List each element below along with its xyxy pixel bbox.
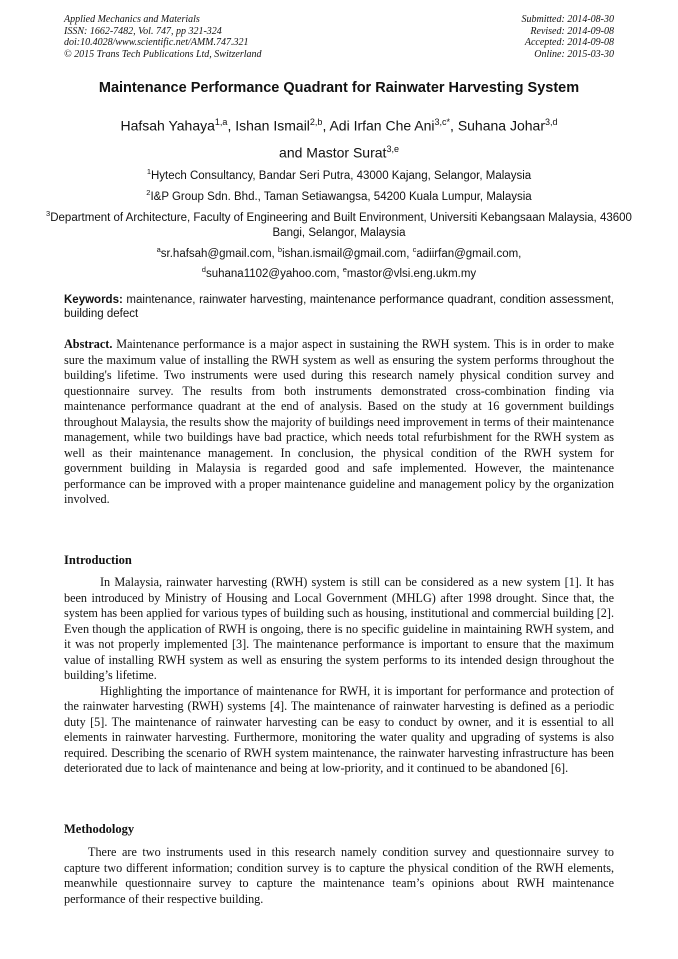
submitted-date: Submitted: 2014-08-30	[521, 14, 614, 25]
paper-title: Maintenance Performance Quadrant for Rainwater Harvesting System	[98, 80, 580, 96]
author-name: and Mastor Surat	[279, 144, 387, 161]
author-affiliation-mark: 3,e	[386, 143, 399, 154]
abstract-text: Maintenance performance is a major aspect in sustaining the RWH system. This is in order to make sure the maximum value of installing the RWH system as well as ensuring the system performs throughout the building's lifetime. Two instruments were used during this research namely physical condition survey and questionnaire survey. The results from both instruments demonstrated cross-combination finding via maintenance performance quadrant at the end of analysis. Based on the study at 16 government buildings throughout Malaysia, the results show the majority of buildings need improvement in terms of their maintenance management, while two buildings have bad practice, which needs total refurbishment for the RWH system as well as their maintenance management. In conclusion, the physical condition of the RWH system for government building in Malaysia is regarded good and safe implemented. However, the maintenance performance can be improved with a proper maintenance guideline and management policy by the organization involved.	[64, 337, 614, 506]
section-heading-introduction: Introduction	[64, 553, 132, 567]
author-name: Adi Irfan Che Ani	[329, 117, 435, 134]
author-name: Suhana Johar	[457, 117, 545, 134]
email-link[interactable]: sr.hafsah@gmail.com,	[160, 247, 278, 260]
email-link[interactable]: adiirfan@gmail.com,	[416, 247, 522, 260]
revised-date: Revised: 2014-09-08	[530, 25, 614, 37]
keywords-text: maintenance, rainwater harvesting, maintenance performance quadrant, condition assessment, building defect	[64, 294, 614, 320]
author-emails: $^a$sr.hafsah@gmail.com, $^b$ishan.ismail@gmail.com, $^c$adiirfan@gmail.com, $^d$suhana1102@yahoo.com, $^e$mastor@vlsi.eng.ukm.my	[156, 245, 522, 280]
copyright-line: © 2015 Trans Tech Publications Ltd, Switzerland	[64, 48, 262, 60]
affiliation-3: $^3$Department of Architecture, Faculty of Engineering and Built Environment, Universiti Kebangsaan Malaysia, 43600 Bangi, Selangor, Malaysia	[46, 209, 632, 239]
author-name: Ishan Ismail	[235, 117, 310, 134]
email-link[interactable]: suhana1102@yahoo.com,	[205, 267, 343, 280]
author-affiliation-mark: 3,d	[545, 117, 558, 127]
keywords	[64, 293, 614, 321]
author-list: Hafsah Yahaya$^{1,a}$, Ishan Ismail$^{2,b}$, Adi Irfan Che Ani$^{3,c*}$, Suhana Johar$^{3,d}$ and Mastor Surat$^{3,e}$	[120, 117, 558, 161]
email-link[interactable]: ishan.ismail@gmail.com,	[282, 247, 413, 260]
issn-line: ISSN: 1662-7482, Vol. 747, pp 321-324	[64, 25, 222, 37]
accepted-date: Accepted: 2014-09-08	[524, 37, 614, 48]
author-affiliation-mark: 1,a	[214, 117, 228, 127]
online-date: Online: 2015-03-30	[534, 48, 614, 60]
journal-info	[64, 14, 262, 60]
paragraph: In Malaysia, rainwater harvesting (RWH) system is still can be considered as a new system [1]. It has been introduced by Ministry of Housing and Local Government (MHLG) after 1998 drought. Since that, the system has been applied for various types of building such as housing, institutional and commercial building [2]. Even though the application of RWH is ongoing, there is no specific guideline in maintaining RWH system, and it was not properly implemented [3]. The maintenance performance is important to ensure that the maximum value of installing RWH system as well as ensuring the system performs to its intended design throughout the building’s lifetime.	[64, 575, 614, 682]
affiliation-1: $^1$Hytech Consultancy, Bandar Seri Putra, 43000 Kajang, Selangor, Malaysia	[146, 167, 532, 182]
abstract	[64, 337, 614, 508]
author-affiliation-mark: 2,b	[309, 117, 323, 127]
paragraph: Highlighting the importance of maintenance for RWH, it is important for performance and protection of the rainwater harvesting (RWH) systems [4]. The maintenance of rainwater harvesting is defined as a periodic duty [5]. The maintenance of rainwater harvesting can be easy to conduct by owner, and it is essential to all elements in rainwater harvesting. Furthermore, monitoring the water quality and upgrading of systems is also required. Describing the scenario of RWH system maintenance, the rainwater harvesting infrastructure has been deteriorated due to lack of maintenance and being at low-priority, and it continued to be abandoned [6].	[64, 683, 614, 775]
doi-line: doi:10.4028/www.scientific.net/AMM.747.321	[64, 37, 249, 48]
affiliation-2: $^2$I&P Group Sdn. Bhd., Taman Setiawangsa, 54200 Kuala Lumpur, Malaysia	[146, 188, 532, 203]
author-affiliation-mark: 3,c*	[434, 117, 451, 127]
introduction-body	[64, 575, 614, 777]
author-name: Hafsah Yahaya	[120, 117, 215, 134]
section-heading-methodology: Methodology	[64, 822, 135, 836]
submission-dates	[522, 14, 615, 60]
journal-name: Applied Mechanics and Materials	[64, 14, 200, 25]
keywords-label: Keywords:	[64, 294, 123, 306]
paragraph: There are two instruments used in this research namely condition survey and questionnaire survey to capture two different information; condition survey is to capture the physical condition of the RWH elements, meanwhile questionnaire survey to capture the maintenance team’s opinions about RWH maintenance performance of their respective building.	[64, 845, 614, 906]
abstract-label: Abstract.	[64, 337, 113, 351]
methodology-body	[64, 845, 614, 907]
email-link[interactable]: mastor@vlsi.eng.ukm.my	[346, 267, 477, 280]
